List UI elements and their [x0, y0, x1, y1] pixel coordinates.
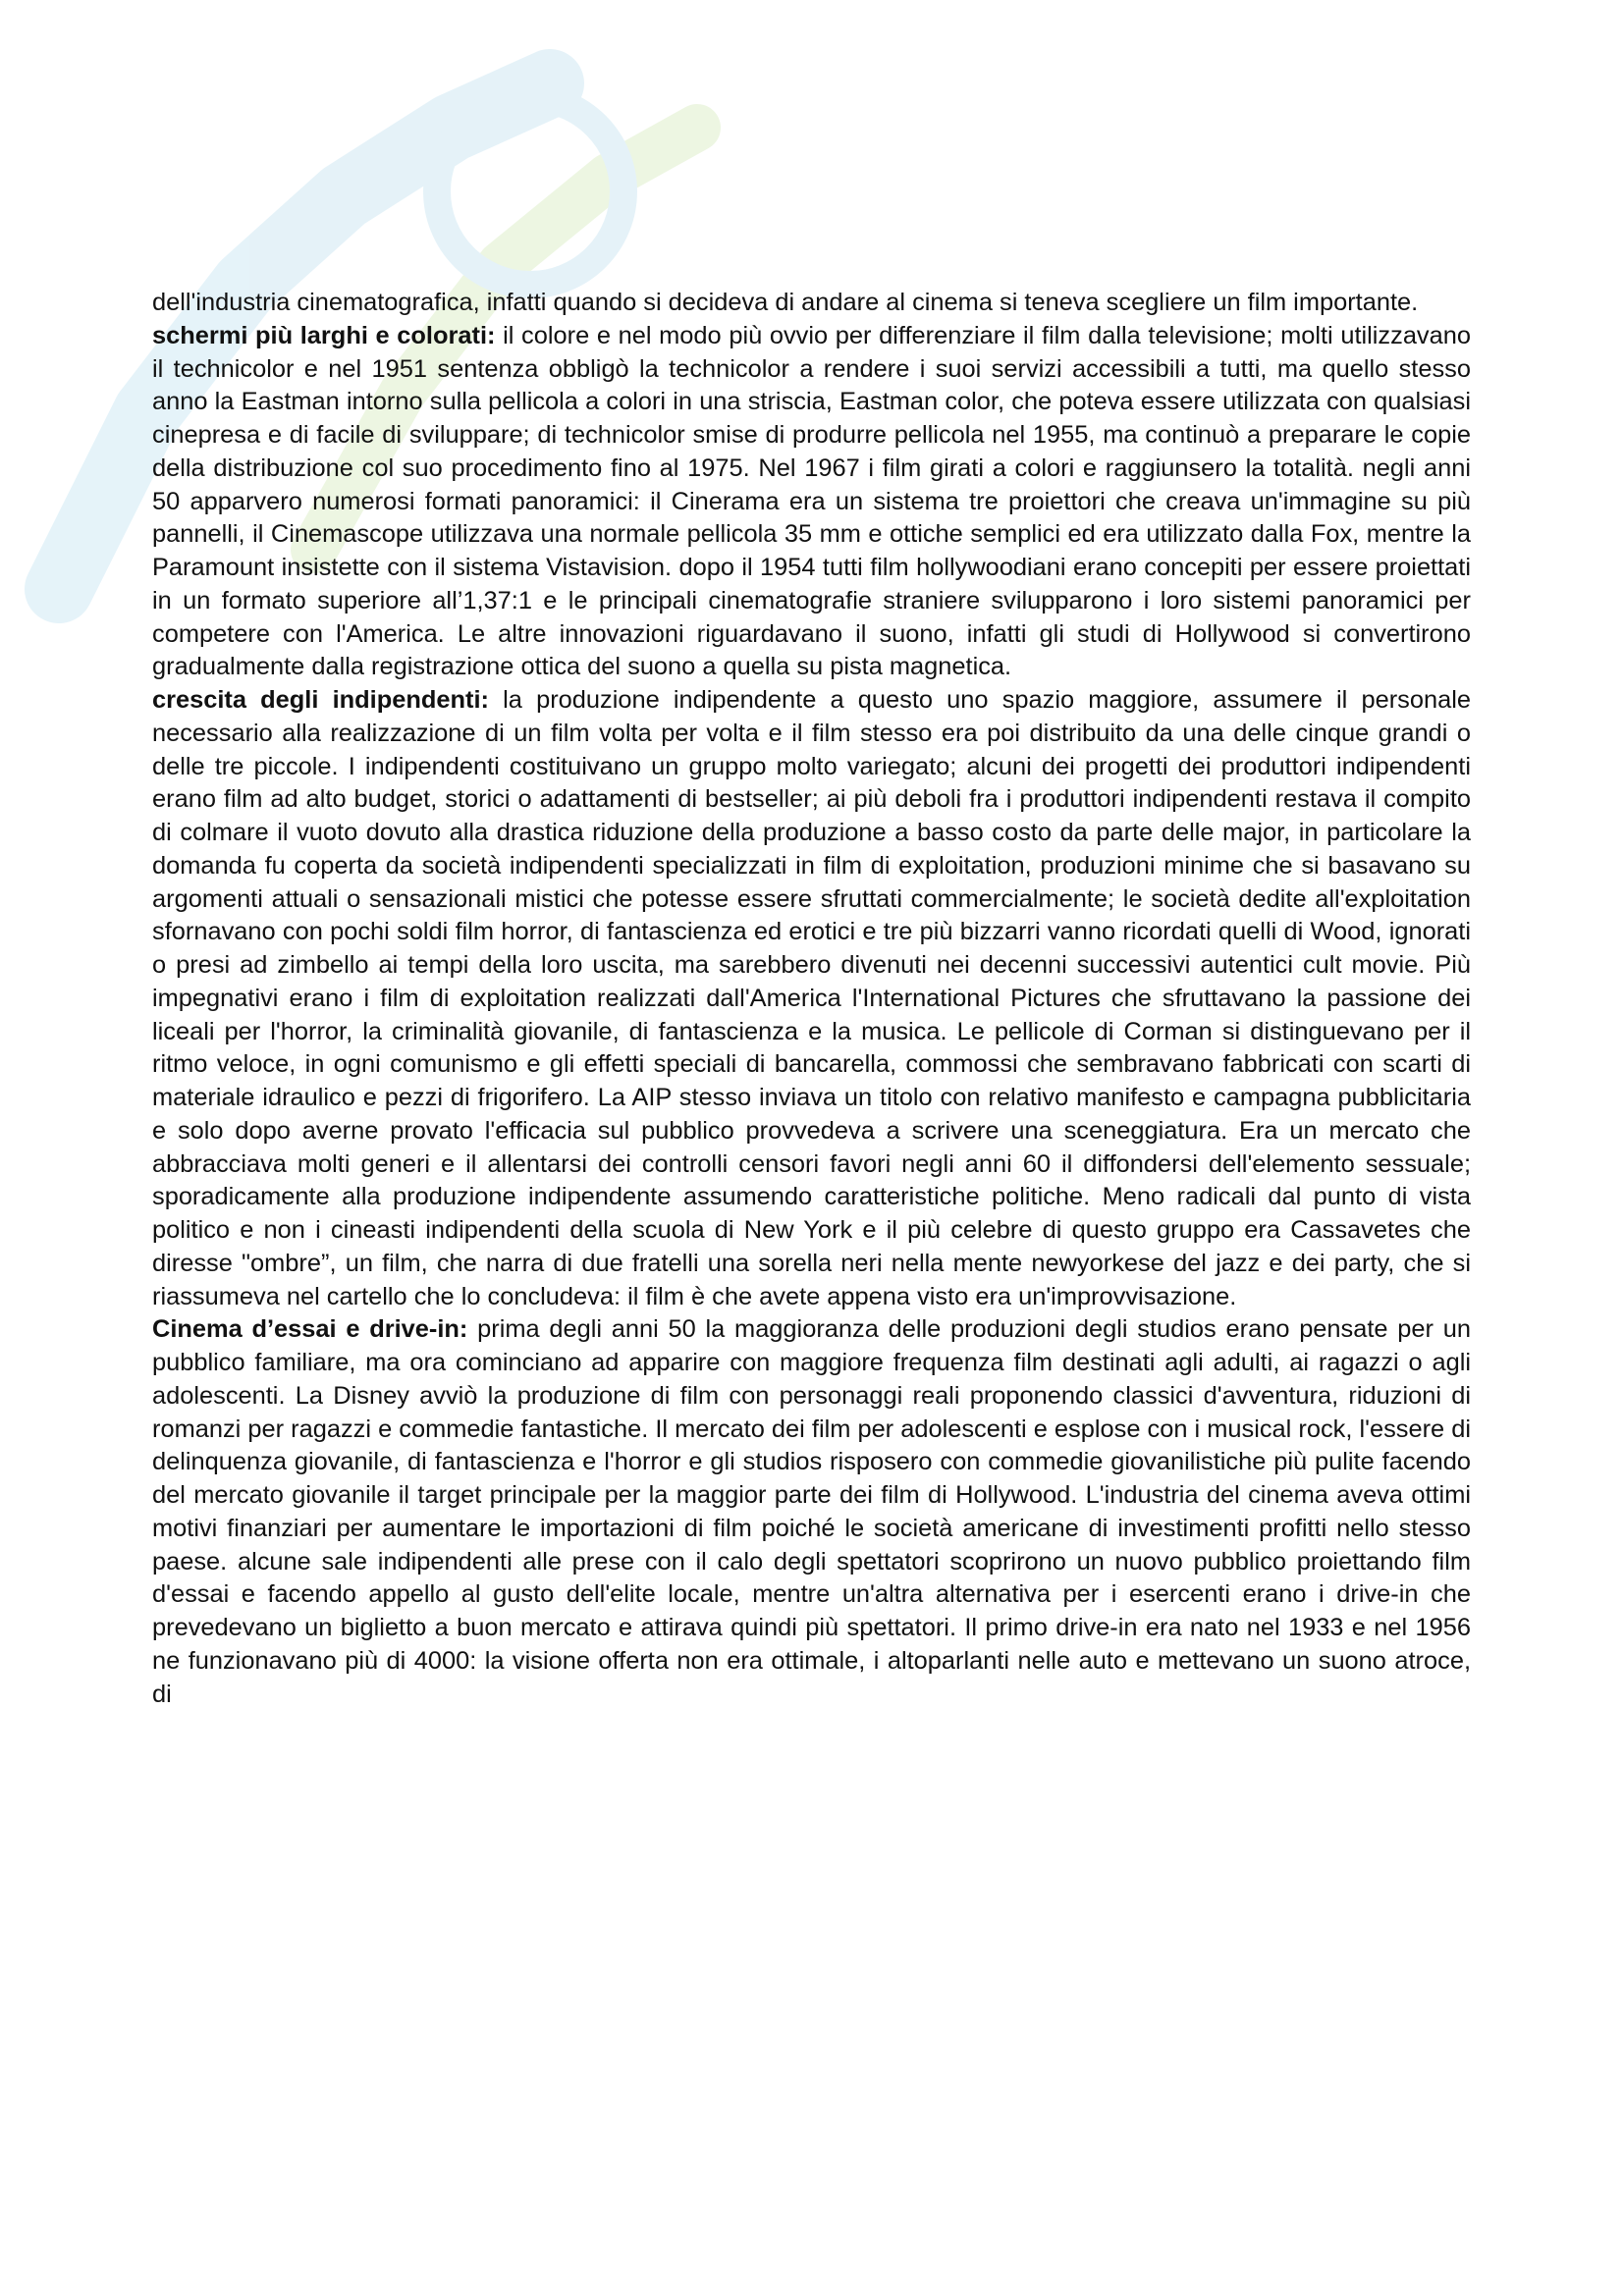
watermark-circle — [437, 98, 623, 285]
paragraph-indipendenti — [152, 684, 1471, 1313]
document-body — [152, 287, 1471, 1711]
paragraph-indipendenti-heading: crescita degli indipendenti: — [152, 686, 489, 714]
paragraph-schermi-heading: schermi più larghi e colorati: — [152, 321, 496, 349]
paragraph-intro — [152, 287, 1471, 320]
paragraph-intro-text: dell'industria cinematografica, infatti quando si decideva di andare al cinema si teneva scegliere un film importante. — [152, 289, 1419, 316]
paragraph-schermi-text: il colore e nel modo più ovvio per differenziare il film dalla televisione; molti utilizzavano il technicolor e nel 1951 sentenza obbligò la technicolor a rendere i suoi servizi accessibili a tutti, ma quello stesso anno la Eastman intorno sulla pellicola a colori in una striscia, Eastman color, che poteva essere utilizzata con qualsiasi cinepresa e di facile di sviluppare; di technicolor smise di produrre pellicola nel 1955, ma continuò a preparare le copie della distribuzione col suo procedimento fino al 1975. Nel 1967 i film girati a colori e raggiunsero la totalità. negli anni 50 apparvero numerosi formati panoramici: il Cinerama era un sistema tre proiettori che creava un'immagine su più pannelli, il Cinemascope utilizzava una normale pellicola 35 mm e ottiche semplici ed era utilizzato dalla Fox, mentre la Paramount insistette con il sistema Vistavision. dopo il 1954 tutti film hollywoodiani erano concepiti per essere proiettati in un formato superiore all’1,37:1 e le principali cinematografie straniere svilupparono i loro sistemi panoramici per competere con l'America. Le altre innovazioni riguardavano il suono, infatti gli studi di Hollywood si convertirono gradualmente dalla registrazione ottica del suono a quella su pista magnetica. — [152, 321, 1471, 681]
paragraph-drive-in-text: prima degli anni 50 la maggioranza delle produzioni degli studios erano pensate per un pubblico familiare, ma ora cominciano ad apparire con maggiore frequenza film destinati agli adulti, ai ragazzi o agli adolescenti. La Disney avviò la produzione di film con personaggi reali proponendo classici d'avventura, riduzioni di romanzi per ragazzi e commedie fantastiche. Il mercato dei film per adolescenti e esplose con i musical rock, l'essere di delinquenza giovanile, di fantascienza e l'horror e gli studios risposero con commedie giovanilistiche più pulite facendo del mercato giovanile il target principale per la maggior parte dei film di Hollywood. L'industria del cinema aveva ottimi motivi finanziari per aumentare le importazioni di film poiché le società americane di investimenti profitti nello stesso paese. alcune sale indipendenti alle prese con il calo degli spettatori scoprirono un nuovo pubblico proiettando film d'essai e facendo appello al gusto dell'elite locale, mentre un'altra alternativa per i esercenti erano i drive-in che prevedevano un biglietto a buon mercato e attirava quindi più spettatori. Il primo drive-in era nato nel 1933 e nel 1956 ne funzionavano più di 4000: la visione offerta non era ottimale, i altoparlanti nelle auto e mettevano un suono atroce, di — [152, 1315, 1471, 1708]
paragraph-schermi — [152, 320, 1471, 684]
paragraph-indipendenti-text: la produzione indipendente a questo uno spazio maggiore, assumere il personale necessario alla realizzazione di un film volta per volta e il film stesso era poi distribuito da una delle cinque grandi o delle tre piccole. I indipendenti costituivano un gruppo molto variegato; alcuni dei progetti dei produttori indipendenti erano film ad alto budget, storici o adattamenti di bestseller; ai più deboli fra i produttori indipendenti restava il compito di colmare il vuoto dovuto alla drastica riduzione della produzione a basso costo da parte delle major, in particolare la domanda fu coperta da società indipendenti specializzati in film di exploitation, produzioni minime che si basavano su argomenti attuali o sensazionali mistici che potesse essere sfruttati commercialmente; le società dedite all'exploitation sfornavano con pochi soldi film horror, di fantascienza ed erotici e tre più bizzarri vanno ricordati quelli di Wood, ignorati o presi ad zimbello ai tempi della loro uscita, ma sarebbero divenuti nei decenni successivi autentici cult movie. Più impegnativi erano i film di exploitation realizzati dall'America l'International Pictures che sfruttavano la passione dei liceali per l'horror, la criminalità giovanile, di fantascienza e la musica. Le pellicole di Corman si distinguevano per il ritmo veloce, in ogni comunismo e gli effetti speciali di bancarella, commossi che sembravano fabbricati con scarti di materiale idraulico e pezzi di frigorifero. La AIP stesso inviava un titolo con relativo manifesto e campagna pubblicitaria e solo dopo averne provato l'efficacia sul pubblico provvedeva a scrivere una sceneggiatura. Era un mercato che abbracciava molti generi e il allentarsi dei controlli censori favori negli anni 60 il diffondersi dell'elemento sessuale; sporadicamente alla produzione indipendente assumendo caratteristiche politiche. Meno radicali dal punto di vista politico e non i cineasti indipendenti della scuola di New York e il più celebre di questo gruppo era Cassavetes che diresse "ombre”, un film, che narra di due fratelli una sorella neri nella mente newyorkese del jazz e dei party, che si riassumeva nel cartello che lo concludeva: il film è che avete appena visto era un'improvvisazione. — [152, 686, 1471, 1310]
paragraph-drive-in-heading: Cinema d’essai e drive-in: — [152, 1315, 468, 1344]
paragraph-drive-in — [152, 1313, 1471, 1711]
